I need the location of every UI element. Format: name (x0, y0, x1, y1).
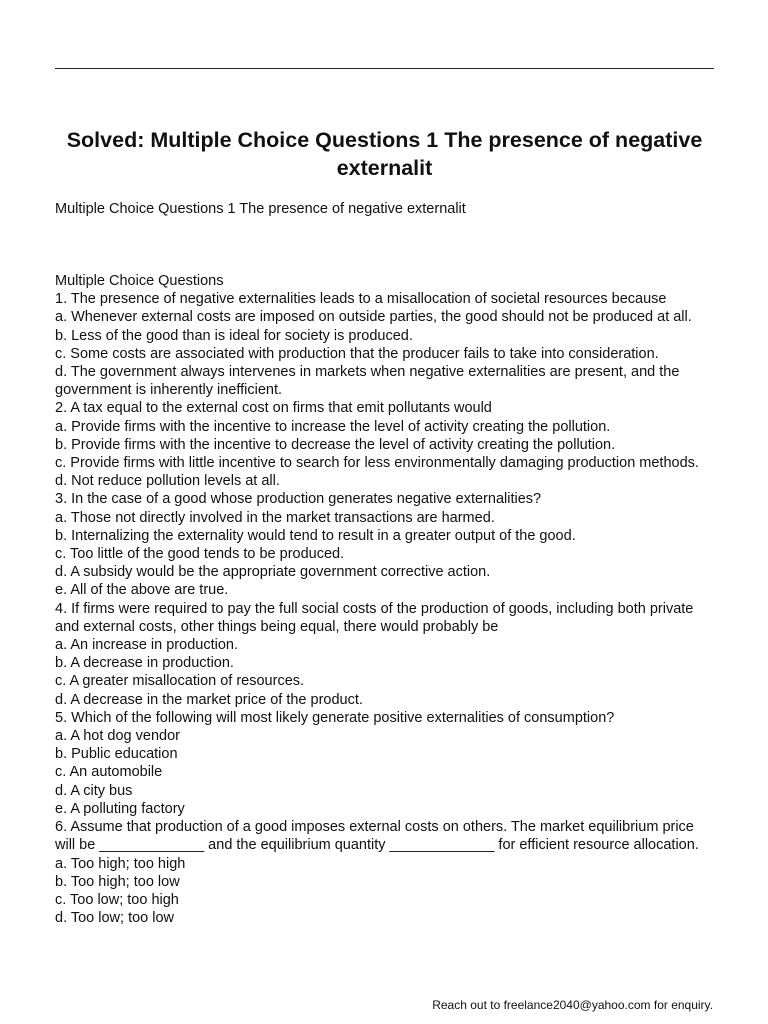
question-4: 4. If firms were required to pay the full social costs of the production of goods, including both private and external costs, other things being equal, there would probably be (55, 600, 694, 635)
question-2-option-a: a. Provide firms with the incentive to increase the level of activity creating the pollution. (55, 418, 611, 435)
question-list (55, 272, 717, 927)
section-heading: Multiple Choice Questions (55, 273, 224, 289)
question-5-option-d: d. A city bus (55, 782, 133, 799)
question-2-option-d: d. Not reduce pollution levels at all. (55, 473, 280, 490)
question-5-option-b: b. Public education (55, 746, 178, 763)
question-1-option-c: c. Some costs are associated with production that the producer fails to take into consideration. (55, 345, 659, 362)
question-6-option-c: c. Too low; too high (55, 891, 179, 908)
footer-contact: Reach out to freelance2040@yahoo.com for enquiry. (432, 998, 713, 1012)
question-3-option-e: e. All of the above are true. (55, 582, 229, 599)
question-1: 1. The presence of negative externalities leads to a misallocation of societal resources because (55, 291, 667, 308)
question-5-option-a: a. A hot dog vendor (55, 728, 180, 745)
question-3: 3. In the case of a good whose production generates negative externalities? (55, 491, 542, 508)
question-6-option-a: a. Too high; too high (55, 855, 186, 872)
page-subtitle: Multiple Choice Questions 1 The presence of negative externalit (55, 201, 466, 217)
question-6: 6. Assume that production of a good imposes external costs on others. The market equilibrium price will be _____________ and the equilibrium quantity _____________ for efficient resource allocation. (55, 819, 699, 854)
question-6-option-b: b. Too high; too low (55, 873, 180, 890)
question-3-option-a: a. Those not directly involved in the market transactions are harmed. (55, 509, 495, 526)
question-5-option-c: c. An automobile (55, 764, 163, 781)
question-2: 2. A tax equal to the external cost on firms that emit pollutants would (55, 400, 492, 417)
page-title: Solved: Multiple Choice Questions 1 The presence of negative externalit (66, 128, 703, 180)
question-2-option-c: c. Provide firms with little incentive to search for less environmentally damaging production methods. (55, 455, 699, 472)
question-3-option-c: c. Too little of the good tends to be produced. (55, 546, 345, 563)
question-1-option-a: a. Whenever external costs are imposed on outside parties, the good should not be produced at all. (55, 309, 692, 326)
top-divider (55, 68, 714, 69)
question-4-option-c: c. A greater misallocation of resources. (55, 673, 305, 690)
question-4-option-d: d. A decrease in the market price of the product. (55, 691, 363, 708)
question-1-option-d: d. The government always intervenes in markets when negative externalities are present, and the government is inherently inefficient. (55, 364, 680, 399)
question-6-option-d: d. Too low; too low (55, 910, 175, 927)
question-1-option-b: b. Less of the good than is ideal for society is produced. (55, 327, 413, 344)
question-2-option-b: b. Provide firms with the incentive to decrease the level of activity creating the pollution. (55, 436, 616, 453)
question-3-option-b: b. Internalizing the externality would tend to result in a greater output of the good. (55, 527, 576, 544)
question-5-option-e: e. A polluting factory (55, 800, 185, 817)
question-4-option-b: b. A decrease in production. (55, 655, 234, 672)
question-4-option-a: a. An increase in production. (55, 637, 238, 654)
question-3-option-d: d. A subsidy would be the appropriate government corrective action. (55, 564, 491, 581)
question-5: 5. Which of the following will most likely generate positive externalities of consumption? (55, 709, 615, 726)
